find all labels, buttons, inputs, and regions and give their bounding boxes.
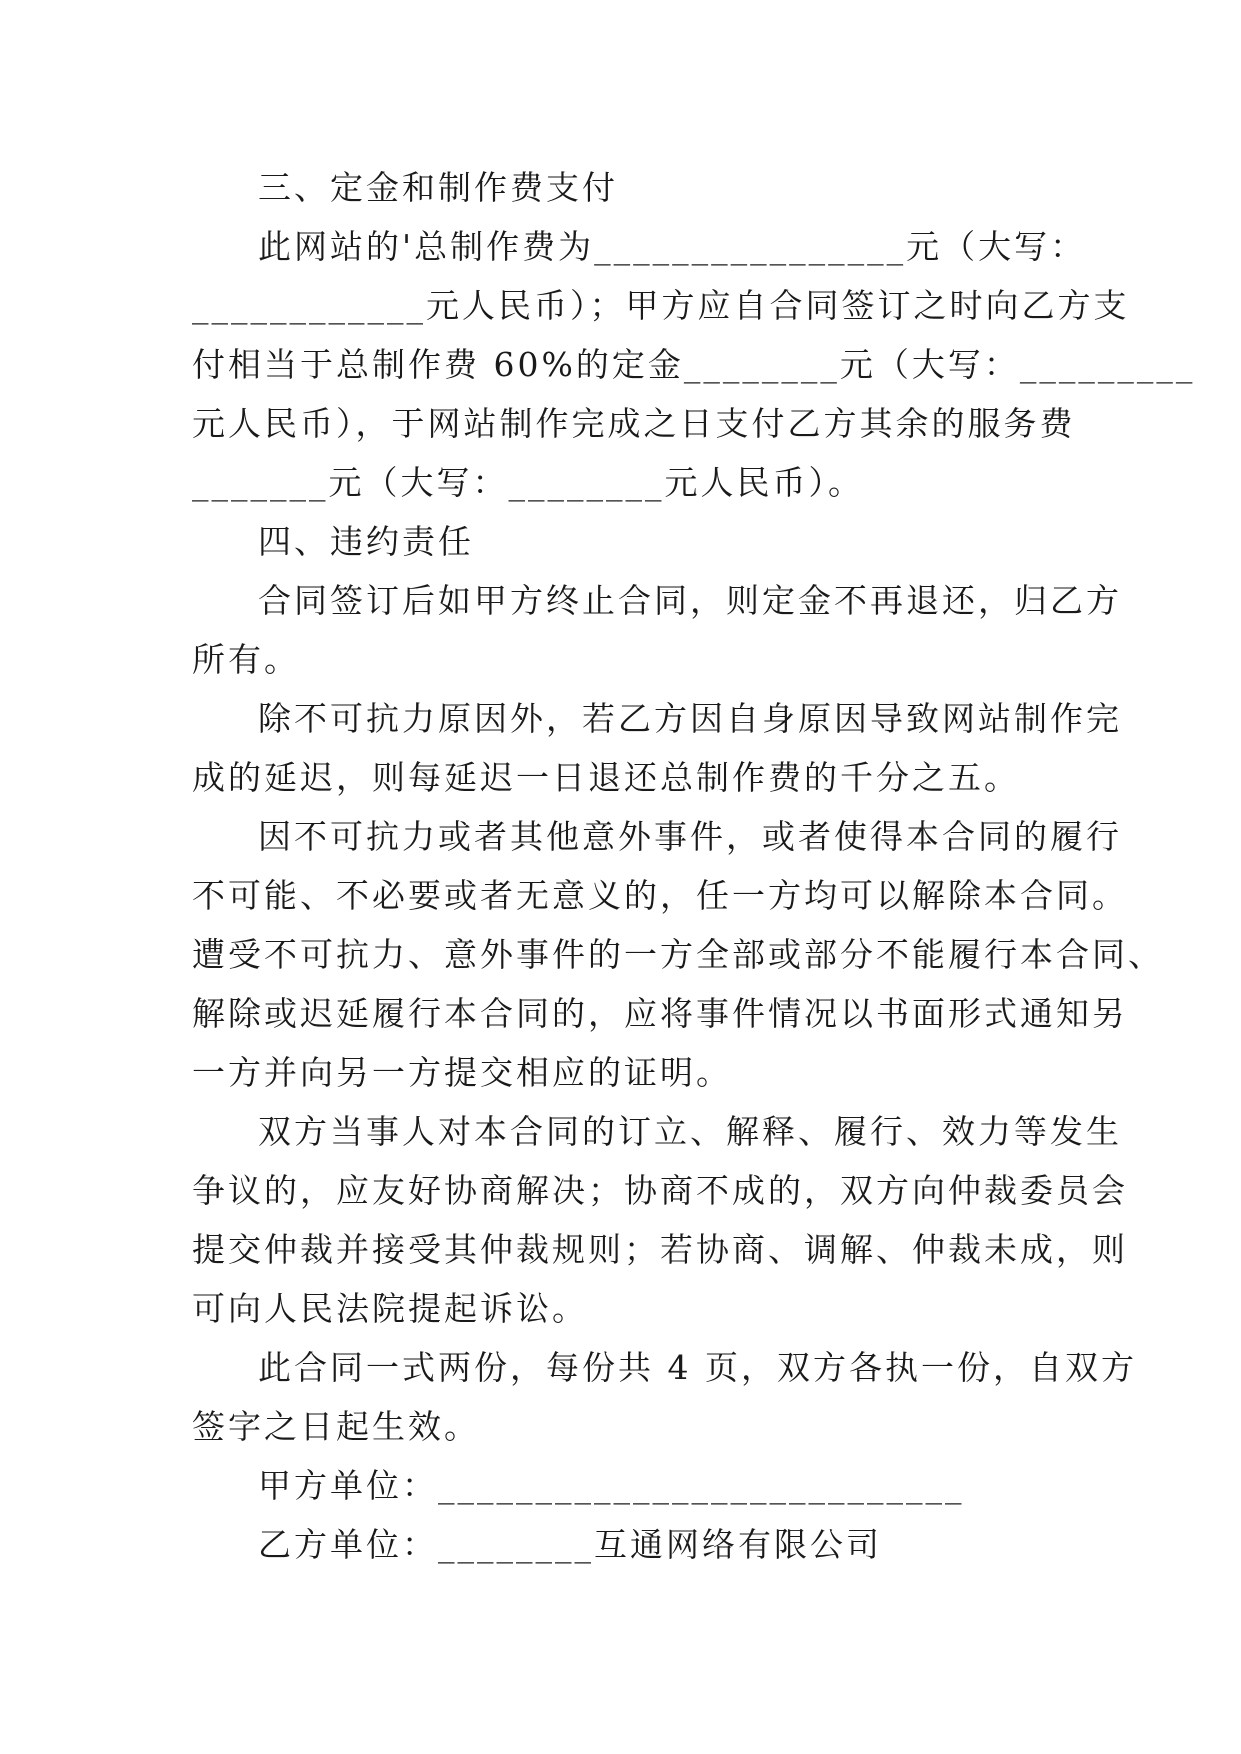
party-a-signature-line: 甲方单位：___________________________ (258, 1466, 965, 1505)
paragraph-line: 不可能、不必要或者无意义的，任一方均可以解除本合同。 (192, 876, 1128, 915)
paragraph-line: 元人民币），于网站制作完成之日支付乙方其余的服务费 (192, 404, 1076, 443)
document-body (192, 158, 1196, 1574)
paragraph-line: 可向人民法院提起诉讼。 (192, 1289, 588, 1328)
paragraph-line: 成的延迟，则每延迟一日退还总制作费的千分之五。 (192, 758, 1020, 797)
paragraph-line: 争议的，应友好协商解决；协商不成的，双方向仲裁委员会 (192, 1171, 1128, 1210)
paragraph-line: 提交仲裁并接受其仲裁规则；若协商、调解、仲裁未成，则 (192, 1230, 1128, 1269)
paragraph-line: 解除或迟延履行本合同的，应将事件情况以书面形式通知另 (192, 994, 1128, 1033)
paragraph-line: 遭受不可抗力、意外事件的一方全部或部分不能履行本合同、 (192, 935, 1164, 974)
paragraph-line: 付相当于总制作费 60%的定金________元（大写：_________ (192, 345, 1196, 384)
paragraph-line: _______元（大写：________元人民币）。 (192, 463, 864, 502)
paragraph-line: 因不可抗力或者其他意外事件，或者使得本合同的履行 (258, 817, 1122, 856)
paragraph-line: ____________元人民币）；甲方应自合同签订之时向乙方支 (192, 286, 1130, 325)
paragraph-line: 此合同一式两份，每份共 4 页，双方各执一份，自双方 (258, 1348, 1137, 1387)
paragraph-line: 一方并向另一方提交相应的证明。 (192, 1053, 732, 1092)
paragraph-line: 双方当事人对本合同的订立、解释、履行、效力等发生 (258, 1112, 1122, 1151)
paragraph-line: 此网站的'总制作费为________________元（大写： (258, 227, 1087, 266)
section-heading-deposit: 三、定金和制作费支付 (258, 168, 618, 207)
paragraph-line: 所有。 (192, 640, 300, 679)
paragraph-line: 除不可抗力原因外，若乙方因自身原因导致网站制作完 (258, 699, 1122, 738)
paragraph-line: 合同签订后如甲方终止合同，则定金不再退还，归乙方 (258, 581, 1122, 620)
section-heading-liability: 四、违约责任 (258, 522, 474, 561)
paragraph-line: 签字之日起生效。 (192, 1407, 480, 1446)
party-b-signature-line: 乙方单位：________互通网络有限公司 (258, 1525, 882, 1564)
